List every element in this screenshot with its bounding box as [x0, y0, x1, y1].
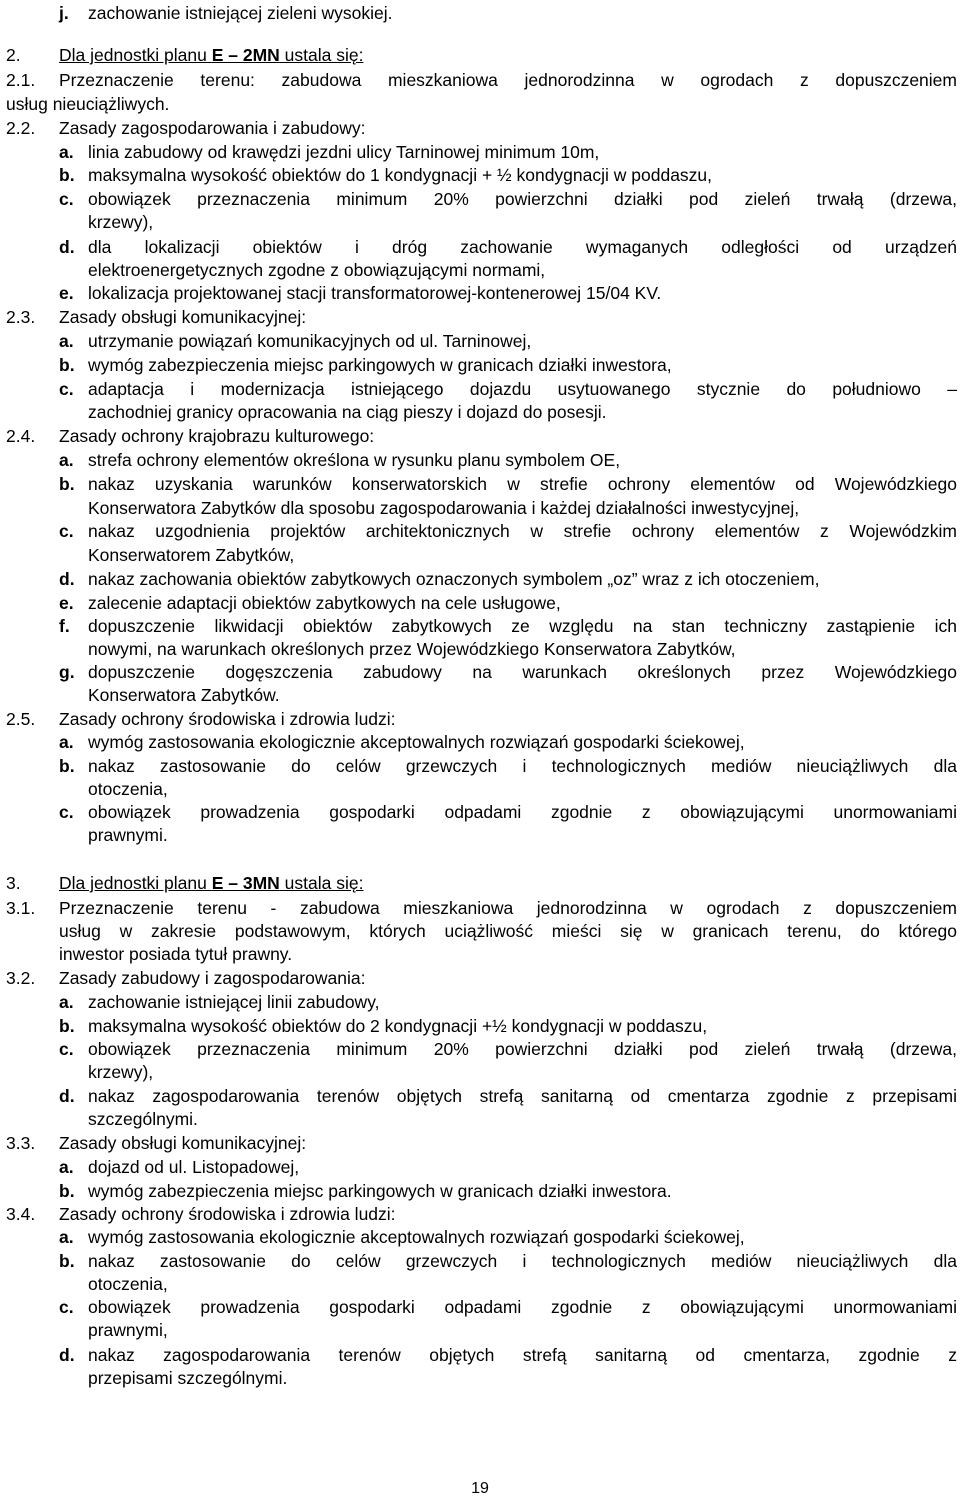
item-text: nakaz uzgodnienia projektów architektonicznych w strefie ochrony elementów z Wojewódzkim [88, 521, 957, 541]
list-item-2-5-c [0, 801, 960, 824]
item-text: obowiązek prowadzenia gospodarki odpadami zgodnie z obowiązującymi unormowaniami [88, 1297, 957, 1317]
item-text: nowymi, na warunkach określonych przez Wojewódzkiego Konserwatora Zabytków, [88, 639, 736, 659]
section-3-heading [0, 872, 960, 895]
item-text: lokalizacja projektowanej stacji transformatorowej-kontenerowej 15/04 KV. [88, 283, 662, 303]
item-text: zachowanie istniejącej linii zabudowy, [88, 992, 380, 1012]
list-item-2-2-a [0, 141, 960, 164]
section-number: 2. [6, 45, 21, 65]
item-letter: a. [59, 992, 74, 1012]
item-text: nakaz zagospodarowania terenów objętych strefą sanitarną od cmentarza zgodnie z przepisami [88, 1086, 957, 1106]
paragraph-number: 3.1. [6, 898, 36, 918]
paragraph-2-1-cont [0, 93, 960, 116]
list-item-3-2-d-cont [0, 1108, 960, 1131]
paragraph-title: Zasady ochrony krajobrazu kulturowego: [59, 426, 375, 446]
list-item-2-4-e [0, 592, 960, 615]
paragraph-line: usług w zakresie podstawowym, których uciążliwość mieści się w granicach terenu, do którego [59, 921, 957, 941]
item-text: krzewy), [88, 1062, 154, 1082]
list-item-2-2-c [0, 188, 960, 211]
item-letter: b. [59, 1016, 75, 1036]
paragraph-title: Zasady ochrony środowiska i zdrowia ludzi: [59, 1204, 396, 1224]
item-letter: a. [59, 450, 74, 470]
item-text: przepisami szczególnymi. [88, 1368, 288, 1388]
item-text: obowiązek przeznaczenia minimum 20% powierzchni działki pod zieleń trwałą (drzewa, [88, 189, 957, 209]
paragraph-number: 2.2. [6, 118, 36, 138]
item-letter: g. [59, 662, 75, 682]
item-letter: e. [59, 283, 74, 303]
item-letter: c. [59, 1297, 74, 1317]
item-text: utrzymanie powiązań komunikacyjnych od ul. Tarninowej, [88, 331, 532, 351]
list-item-j [0, 2, 960, 25]
paragraph-3-4 [0, 1203, 960, 1226]
paragraph-title: Zasady obsługi komunikacyjnej: [59, 307, 307, 327]
item-text: prawnymi, [88, 1320, 168, 1340]
paragraph-3-2 [0, 967, 960, 990]
section-number: 3. [6, 873, 21, 893]
item-text: obowiązek prowadzenia gospodarki odpadami zgodnie z obowiązującymi unormowaniami [88, 802, 957, 822]
paragraph-2-3 [0, 306, 960, 329]
item-text: maksymalna wysokość obiektów do 1 kondygnacji + ½ kondygnacji w poddaszu, [88, 165, 713, 185]
item-letter: b. [59, 1251, 75, 1271]
list-item-3-2-b [0, 1015, 960, 1038]
item-text: elektroenergetycznych zgodne z obowiązującymi normami, [88, 260, 546, 280]
item-letter: b. [59, 1181, 75, 1201]
list-item-2-4-g-cont [0, 684, 960, 707]
item-text: krzewy), [88, 212, 154, 232]
item-text: dojazd od ul. Listopadowej, [88, 1157, 300, 1177]
item-letter: c. [59, 189, 74, 209]
list-item-2-4-b [0, 473, 960, 496]
item-text: wymóg zabezpieczenia miejsc parkingowych w granicach działki inwestora, [88, 355, 672, 375]
list-item-3-4-a [0, 1226, 960, 1249]
item-text: maksymalna wysokość obiektów do 2 kondygnacji +½ kondygnacji w poddaszu, [88, 1016, 708, 1036]
item-text: wymóg zastosowania ekologicznie akceptowalnych rozwiązań gospodarki ściekowej, [88, 732, 745, 752]
list-item-2-4-f-cont [0, 638, 960, 661]
item-text: zachowanie istniejącej zieleni wysokiej. [88, 3, 393, 23]
item-letter: b. [59, 474, 75, 494]
item-text: otoczenia, [88, 779, 168, 799]
item-text: nakaz zachowania obiektów zabytkowych oznaczonych symbolem „oz” wraz z ich otoczeniem, [88, 569, 820, 589]
paragraph-title: Zasady zagospodarowania i zabudowy: [59, 118, 366, 138]
list-item-2-4-f [0, 615, 960, 638]
title-prefix: Dla jednostki planu [59, 45, 212, 65]
paragraph-line: usług nieuciążliwych. [6, 94, 170, 114]
list-item-3-4-d [0, 1344, 960, 1367]
item-text: nakaz zagospodarowania terenów objętych strefą sanitarną od cmentarza, zgodnie z [88, 1345, 957, 1365]
paragraph-3-1-cont [0, 920, 960, 943]
paragraph-number: 2.5. [6, 709, 36, 729]
list-item-2-5-b [0, 755, 960, 778]
item-letter: a. [59, 1227, 74, 1247]
item-letter: d. [59, 569, 75, 589]
paragraph-number: 3.2. [6, 968, 36, 988]
list-item-3-4-d-cont [0, 1367, 960, 1390]
list-item-3-2-c [0, 1038, 960, 1061]
list-item-2-2-c-cont [0, 211, 960, 234]
item-text: zalecenie adaptacji obiektów zabytkowych na cele usługowe, [88, 593, 561, 613]
item-text: dla lokalizacji obiektów i dróg zachowanie wymaganych odległości od urządzeń [88, 237, 957, 257]
list-item-3-3-a [0, 1156, 960, 1179]
list-item-2-5-b-cont [0, 778, 960, 801]
paragraph-3-3 [0, 1132, 960, 1155]
item-text: adaptacja i modernizacja istniejącego dojazdu usytuowanego stycznie do południowo – [88, 379, 957, 399]
item-text: prawnymi. [88, 825, 168, 845]
item-text: wymóg zastosowania ekologicznie akceptowalnych rozwiązań gospodarki ściekowej, [88, 1227, 745, 1247]
list-item-3-3-b [0, 1180, 960, 1203]
title-suffix: ustala się: [279, 45, 364, 65]
paragraph-2-1 [0, 69, 960, 92]
list-item-2-3-c-cont [0, 401, 960, 424]
list-item-2-5-a [0, 731, 960, 754]
item-letter: b. [59, 756, 75, 776]
paragraph-number: 2.1. [6, 70, 36, 90]
list-item-2-4-c-cont [0, 544, 960, 567]
list-item-2-2-d [0, 236, 960, 259]
item-letter: a. [59, 732, 74, 752]
paragraph-2-4 [0, 425, 960, 448]
list-item-2-2-e [0, 282, 960, 305]
item-letter: f. [59, 616, 70, 636]
item-text: linia zabudowy od krawędzi jezdni ulicy Tarninowej minimum 10m, [88, 142, 600, 162]
item-text: otoczenia, [88, 1274, 168, 1294]
item-letter: a. [59, 331, 74, 351]
item-letter: e. [59, 593, 74, 613]
section-title [59, 44, 957, 67]
list-item-3-4-c [0, 1296, 960, 1319]
paragraph-number: 3.3. [6, 1133, 36, 1153]
list-item-2-2-b [0, 164, 960, 187]
paragraph-3-1 [0, 897, 960, 920]
item-letter: j. [59, 3, 69, 23]
item-text: Konserwatora Zabytków dla sposobu zagospodarowania i każdej działalności inwestycyjnej, [88, 498, 800, 518]
list-item-2-4-a [0, 449, 960, 472]
list-item-2-3-b [0, 354, 960, 377]
item-letter: d. [59, 1345, 75, 1365]
list-item-2-4-g [0, 661, 960, 684]
unit-symbol: E – 3MN [211, 873, 280, 893]
list-item-2-5-c-cont [0, 824, 960, 847]
list-item-3-2-c-cont [0, 1061, 960, 1084]
list-item-3-2-d [0, 1085, 960, 1108]
paragraph-title: Zasady zabudowy i zagospodarowania: [59, 968, 366, 988]
item-text: dopuszczenie dogęszczenia zabudowy na warunkach określonych przez Wojewódzkiego [88, 662, 957, 682]
unit-symbol: E – 2MN [211, 45, 280, 65]
section-2-heading [0, 44, 960, 67]
list-item-2-3-c [0, 378, 960, 401]
paragraph-title: Zasady obsługi komunikacyjnej: [59, 1133, 307, 1153]
paragraph-number: 3.4. [6, 1204, 36, 1224]
list-item-2-4-c [0, 520, 960, 543]
item-text: nakaz zastosowanie do celów grzewczych i technologicznych mediów nieuciążliwych dla [88, 756, 957, 776]
list-item-3-4-c-cont [0, 1319, 960, 1342]
item-text: Konserwatora Zabytków. [88, 685, 280, 705]
list-item-2-3-a [0, 330, 960, 353]
item-text: zachodniej granicy opracowania na ciąg pieszy i dojazd do posesji. [88, 402, 607, 422]
paragraph-title: Zasady ochrony środowiska i zdrowia ludzi: [59, 709, 396, 729]
paragraph-2-5 [0, 708, 960, 731]
item-text: nakaz uzyskania warunków konserwatorskich w strefie ochrony elementów od Wojewódzkiego [88, 474, 957, 494]
item-text: wymóg zabezpieczenia miejsc parkingowych w granicach działki inwestora. [88, 1181, 672, 1201]
list-item-3-4-b-cont [0, 1273, 960, 1296]
item-text: nakaz zastosowanie do celów grzewczych i technologicznych mediów nieuciążliwych dla [88, 1251, 957, 1271]
item-text: szczególnymi. [88, 1109, 198, 1129]
paragraph-number: 2.3. [6, 307, 36, 327]
item-letter: d. [59, 237, 75, 257]
list-item-2-2-d-cont [0, 259, 960, 282]
section-title [59, 872, 957, 895]
item-letter: b. [59, 355, 75, 375]
paragraph-3-1-cont [0, 943, 960, 966]
title-suffix: ustala się: [279, 873, 364, 893]
item-letter: d. [59, 1086, 75, 1106]
paragraph-line: Przeznaczenie terenu - zabudowa mieszkaniowa jednorodzinna w ogrodach z dopuszczeniem [59, 898, 957, 918]
item-letter: a. [59, 142, 74, 162]
paragraph-number: 2.4. [6, 426, 36, 446]
page-number: 19 [471, 1480, 489, 1497]
list-item-3-4-b [0, 1250, 960, 1273]
list-item-2-4-b-cont [0, 497, 960, 520]
item-letter: c. [59, 521, 74, 541]
item-text: obowiązek przeznaczenia minimum 20% powierzchni działki pod zieleń trwałą (drzewa, [88, 1039, 957, 1059]
item-letter: a. [59, 1157, 74, 1177]
title-prefix: Dla jednostki planu [59, 873, 212, 893]
paragraph-2-2 [0, 117, 960, 140]
item-text: dopuszczenie likwidacji obiektów zabytkowych ze względu na stan techniczny zastąpienie ich [88, 616, 957, 636]
paragraph-line: inwestor posiada tytuł prawny. [59, 944, 293, 964]
item-letter: b. [59, 165, 75, 185]
item-text: Konserwatorem Zabytków, [88, 545, 295, 565]
list-item-3-2-a [0, 991, 960, 1014]
paragraph-line: Przeznaczenie terenu: zabudowa mieszkaniowa jednorodzinna w ogrodach z dopuszczeniem [59, 70, 957, 90]
item-letter: c. [59, 379, 74, 399]
list-item-2-4-d [0, 568, 960, 591]
item-letter: c. [59, 802, 74, 822]
item-letter: c. [59, 1039, 74, 1059]
item-text: strefa ochrony elementów określona w rysunku planu symbolem OE, [88, 450, 621, 470]
